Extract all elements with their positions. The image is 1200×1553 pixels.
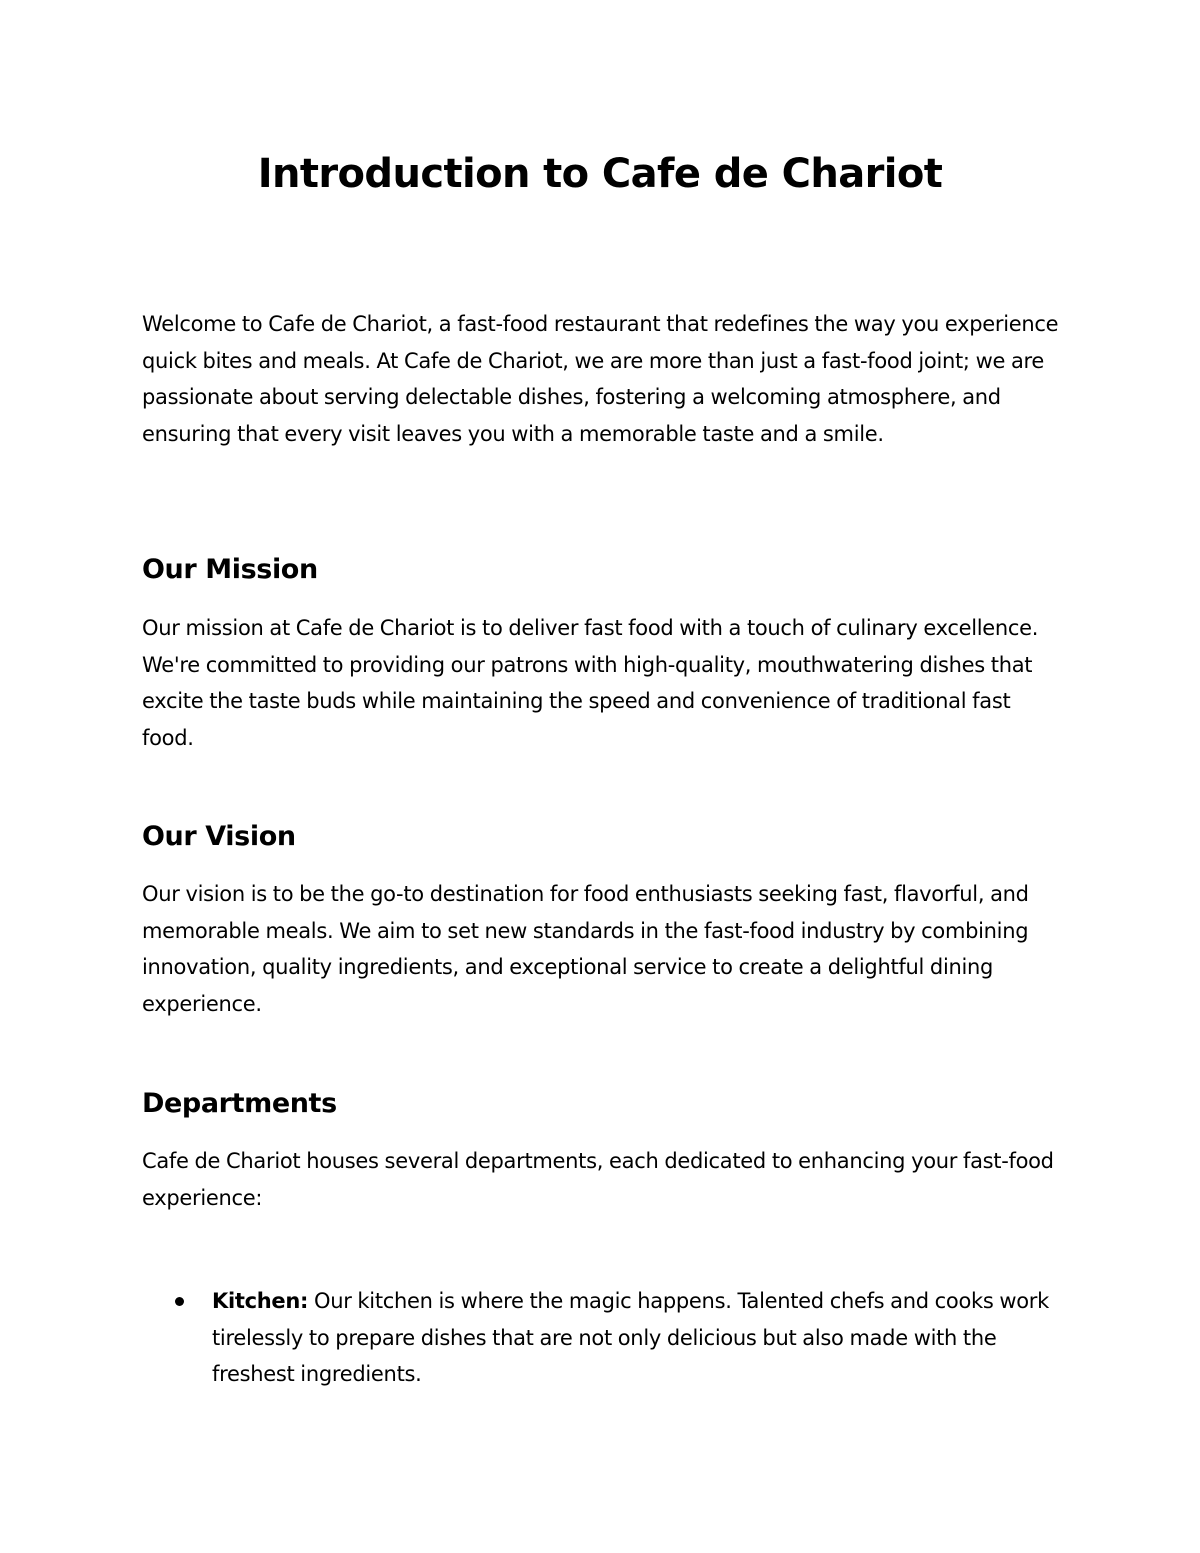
mission-paragraph: Our mission at Cafe de Chariot is to deliver fast food with a touch of culinary excellence. We're committed to providing our patrons with high-quality, mouthwatering dishes that excite the taste buds while maintaining the speed and convenience of traditional fast food.: [142, 616, 1039, 750]
departments-paragraph: Cafe de Chariot houses several departments, each dedicated to enhancing your fast-food experience:: [142, 1149, 1054, 1210]
vision-heading: Our Vision: [142, 821, 296, 852]
departments-list: [142, 1283, 1062, 1393]
mission-heading: Our Mission: [142, 554, 318, 585]
list-item: [142, 1283, 1062, 1393]
intro-paragraph: Welcome to Cafe de Chariot, a fast-food restaurant that redefines the way you experience quick bites and meals. At Cafe de Chariot, we are more than just a fast-food joint; we are passionate about serving delectable dishes, fostering a welcoming atmosphere, and ensuring that every visit leaves you with a memorable taste and a smile.: [142, 312, 1059, 446]
department-term: Kitchen:: [212, 1289, 309, 1313]
page-title: Introduction to Cafe de Chariot: [257, 151, 943, 197]
vision-paragraph: Our vision is to be the go-to destination for food enthusiasts seeking fast, flavorful, and memorable meals. We aim to set new standards in the fast-food industry by combining innovation, quality ingredients, and exceptional service to create a delightful dining experience.: [142, 882, 1029, 1016]
bullet-icon: [175, 1297, 184, 1306]
department-description: Our kitchen is where the magic happens. Talented chefs and cooks work tirelessly to prepare dishes that are not only delicious but also made with the freshest ingredients.: [212, 1289, 1050, 1386]
departments-heading: Departments: [142, 1088, 337, 1119]
